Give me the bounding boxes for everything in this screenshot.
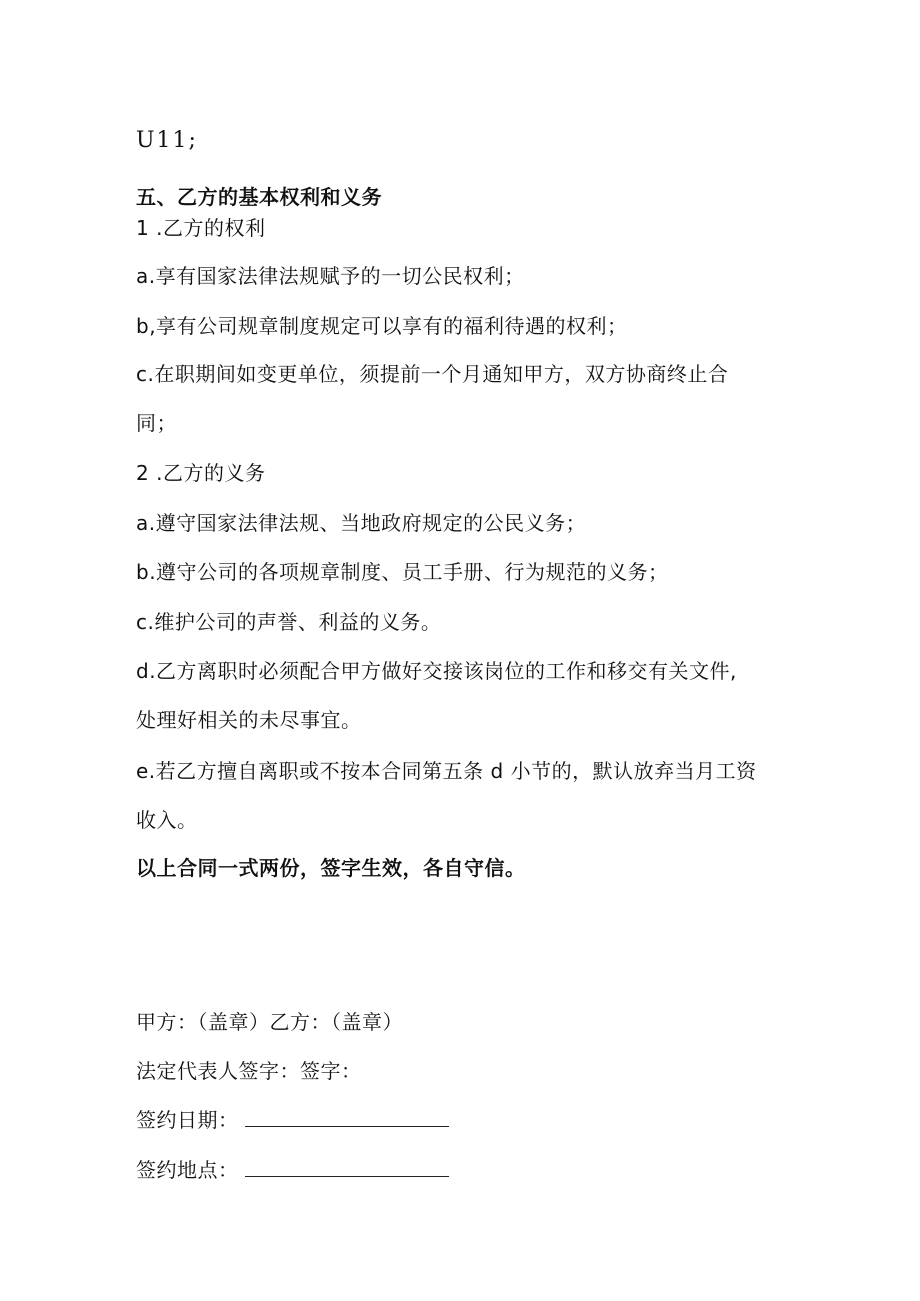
rights-item-b: b,享有公司规章制度规定可以享有的福利待遇的权利； [136,314,628,338]
rights-item-a: a.享有国家法律法规赋予的一切公民权利； [136,264,525,288]
rights-item-c: c.在职期间如变更单位，须提前一个月通知甲方，双方协商终止合 [136,362,729,386]
signing-date-blank[interactable] [245,1108,449,1127]
closing-statement: 以上合同一式两份，签字生效，各自守信。 [136,856,526,880]
rights-heading: 1 .乙方的权利 [136,216,266,240]
signature-parties: 甲方：（盖章）乙方：（盖章） [136,1010,403,1034]
signing-date-label: 签约日期： [136,1108,239,1132]
duties-item-b: b.遵守公司的各项规章制度、员工手册、行为规范的义务； [136,560,669,584]
duties-item-e-cont: 收入。 [136,808,198,832]
duties-item-d-cont: 处理好相关的未尽事宜。 [136,708,362,732]
signing-place-blank[interactable] [245,1158,449,1177]
duties-heading: 2 .乙方的义务 [136,461,266,485]
duties-item-a: a.遵守国家法律法规、当地政府规定的公民义务； [136,511,587,535]
signing-place-row [136,1157,449,1183]
duties-item-c: c.维护公司的声誉、利益的义务。 [136,610,442,634]
text-fragment: U11; [136,128,198,153]
duties-item-d: d.乙方离职时必须配合甲方做好交接该岗位的工作和移交有关文件, [136,659,737,683]
signature-signers: 法定代表人签字：签字： [136,1059,362,1083]
duties-item-e: e.若乙方擅自离职或不按本合同第五条 d 小节的，默认放弃当月工资 [136,759,757,783]
rights-item-c-cont: 同； [136,411,177,435]
signing-date-row [136,1107,449,1133]
section-title: 五、乙方的基本权利和义务 [136,185,382,209]
signing-place-label: 签约地点： [136,1158,239,1182]
